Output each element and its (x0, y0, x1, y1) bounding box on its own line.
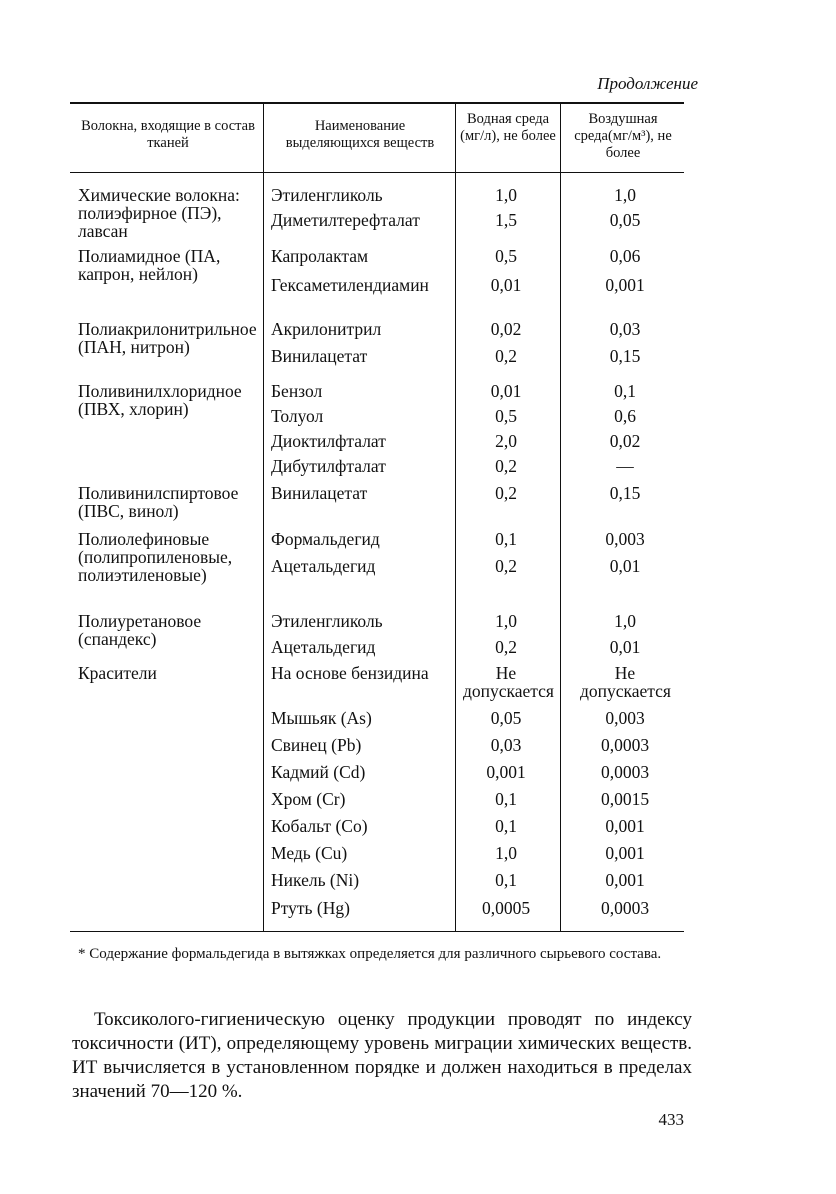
table-top-rule (70, 102, 684, 104)
table-cell-air: 0,15 (609, 346, 641, 366)
table-cell-air: 1,0 (614, 611, 636, 631)
table-cell-fiber: Поливинилспиртовое (ПВС, винол) (78, 483, 239, 521)
table-cell-fiber: Поливинилхлоридное (ПВХ, хлорин) (78, 381, 242, 419)
table-cell-water: 1,5 (495, 210, 517, 230)
table-cell-water: 0,01 (490, 381, 522, 401)
table-cell-water: 0,01 (490, 275, 522, 295)
table-cell-air: 0,05 (609, 210, 641, 230)
table-cell-air: 0,003 (605, 708, 645, 728)
table-cell-water: 0,03 (490, 735, 522, 755)
table-cell-air: 0,06 (609, 246, 641, 266)
table-cell-substance: Этиленгликоль (271, 611, 383, 631)
table-cell-substance: Кобальт (Co) (271, 816, 368, 836)
table-cell-air: 1,0 (614, 185, 636, 205)
table-cell-air: 0,001 (605, 843, 645, 863)
table-cell-substance: Ртуть (Hg) (271, 898, 350, 918)
table-cell-substance: Этиленгликоль (271, 185, 383, 205)
table-cell-substance: Формальдегид (271, 529, 380, 549)
table-cell-substance: Дибутилфталат (271, 456, 386, 476)
table-cell-fiber: Красители (78, 663, 157, 683)
table-cell-water: 0,5 (495, 246, 517, 266)
table-cell-fiber: Полиакрилонитрильное (ПАН, нитрон) (78, 319, 257, 357)
table-cell-substance: Диоктилфталат (271, 431, 386, 451)
table-cell-water: 0,2 (495, 556, 517, 576)
header-bottom-rule (70, 172, 684, 173)
table-cell-air: — (616, 456, 634, 476)
table-cell-substance: Капролактам (271, 246, 369, 266)
table-cell-air: 0,1 (614, 381, 636, 401)
table-cell-substance: На основе бензидина (271, 663, 429, 683)
table-cell-air: 0,0003 (600, 898, 650, 918)
table-cell-substance: Бензол (271, 381, 323, 401)
table-cell-air: 0,03 (609, 319, 641, 339)
table-cell-substance: Медь (Cu) (271, 843, 348, 863)
table-cell-water: 0,1 (495, 870, 517, 890)
table-cell-fiber: Химические волокна: полиэфирное (ПЭ), лавсан (78, 185, 240, 241)
column-divider-1 (263, 103, 264, 931)
table-cell-substance: Свинец (Pb) (271, 735, 362, 755)
table-cell-water: 0,1 (495, 529, 517, 549)
table-cell-water: 0,02 (490, 319, 522, 339)
table-cell-water: 0,2 (495, 483, 517, 503)
table-cell-water: Не допускается (463, 663, 554, 701)
table-cell-water: 1,0 (495, 843, 517, 863)
table-cell-air: 0,0003 (600, 762, 650, 782)
table-cell-fiber: Полиолефиновые (полипропиленовые, полиэтиленовые) (78, 529, 233, 585)
table-cell-water: 0,1 (495, 816, 517, 836)
table-cell-substance: Кадмий (Cd) (271, 762, 366, 782)
table-cell-air: 0,0015 (600, 789, 650, 809)
table-cell-water: 1,0 (495, 185, 517, 205)
table-cell-substance: Никель (Ni) (271, 870, 360, 890)
footnote: * Содержание формальдегида в вытяжках определяется для различного сырьевого состава. (78, 946, 662, 962)
header-air: Воздушная среда(мг/м³), не более (574, 111, 672, 161)
table-cell-substance: Мышьяк (As) (271, 708, 372, 728)
header-substances: Наименование выделяющихся веществ (285, 118, 435, 151)
continued-label: Продолжение (597, 74, 698, 93)
column-divider-3 (560, 103, 561, 931)
table-cell-air: 0,003 (605, 529, 645, 549)
table-cell-water: 0,2 (495, 637, 517, 657)
table-cell-air: 0,001 (605, 870, 645, 890)
table-cell-substance: Гексаметилендиамин (271, 275, 429, 295)
body-paragraph: Токсиколого-гигиеническую оценку продукции проводят по индексу токсичности (ИТ), определяющему уровень миграции химических веществ. ИТ вычисляется в установленном порядке и должен находиться в пределах значений 70—120 %. (72, 1009, 692, 1102)
table-cell-air: 0,02 (609, 431, 641, 451)
table-cell-substance: Винилацетат (271, 483, 368, 503)
table-cell-water: 2,0 (495, 431, 517, 451)
header-water: Водная среда (мг/л), не более (460, 111, 556, 144)
table-cell-fiber: Полиуретановое (спандекс) (78, 611, 202, 649)
table-cell-air: 0,01 (609, 637, 641, 657)
page-number: 433 (658, 1110, 684, 1129)
table-cell-fiber: Полиамидное (ПА, капрон, нейлон) (78, 246, 221, 284)
table-cell-air: 0,15 (609, 483, 641, 503)
table-cell-air: 0,001 (605, 816, 645, 836)
table-cell-air: 0,01 (609, 556, 641, 576)
table-cell-water: 0,5 (495, 406, 517, 426)
table-cell-water: 1,0 (495, 611, 517, 631)
table-cell-air: Не допускается (580, 663, 671, 701)
table-cell-air: 0,001 (605, 275, 645, 295)
table-cell-water: 0,1 (495, 789, 517, 809)
header-fibers: Волокна, входящие в состав тканей (81, 118, 255, 151)
table-cell-substance: Ацетальдегид (271, 556, 376, 576)
table-cell-water: 0,2 (495, 346, 517, 366)
table-bottom-rule (70, 931, 684, 932)
table-cell-water: 0,001 (486, 762, 526, 782)
table-cell-water: 0,05 (490, 708, 522, 728)
table-cell-substance: Ацетальдегид (271, 637, 376, 657)
table-cell-substance: Толуол (271, 406, 324, 426)
table-cell-substance: Диметилтерефталат (271, 210, 420, 230)
table-cell-water: 0,2 (495, 456, 517, 476)
table-cell-water: 0,0005 (481, 898, 531, 918)
table-cell-substance: Хром (Cr) (271, 789, 346, 809)
table-cell-air: 0,6 (614, 406, 636, 426)
table-cell-air: 0,0003 (600, 735, 650, 755)
table-cell-substance: Акрилонитрил (271, 319, 382, 339)
table-cell-substance: Винилацетат (271, 346, 368, 366)
